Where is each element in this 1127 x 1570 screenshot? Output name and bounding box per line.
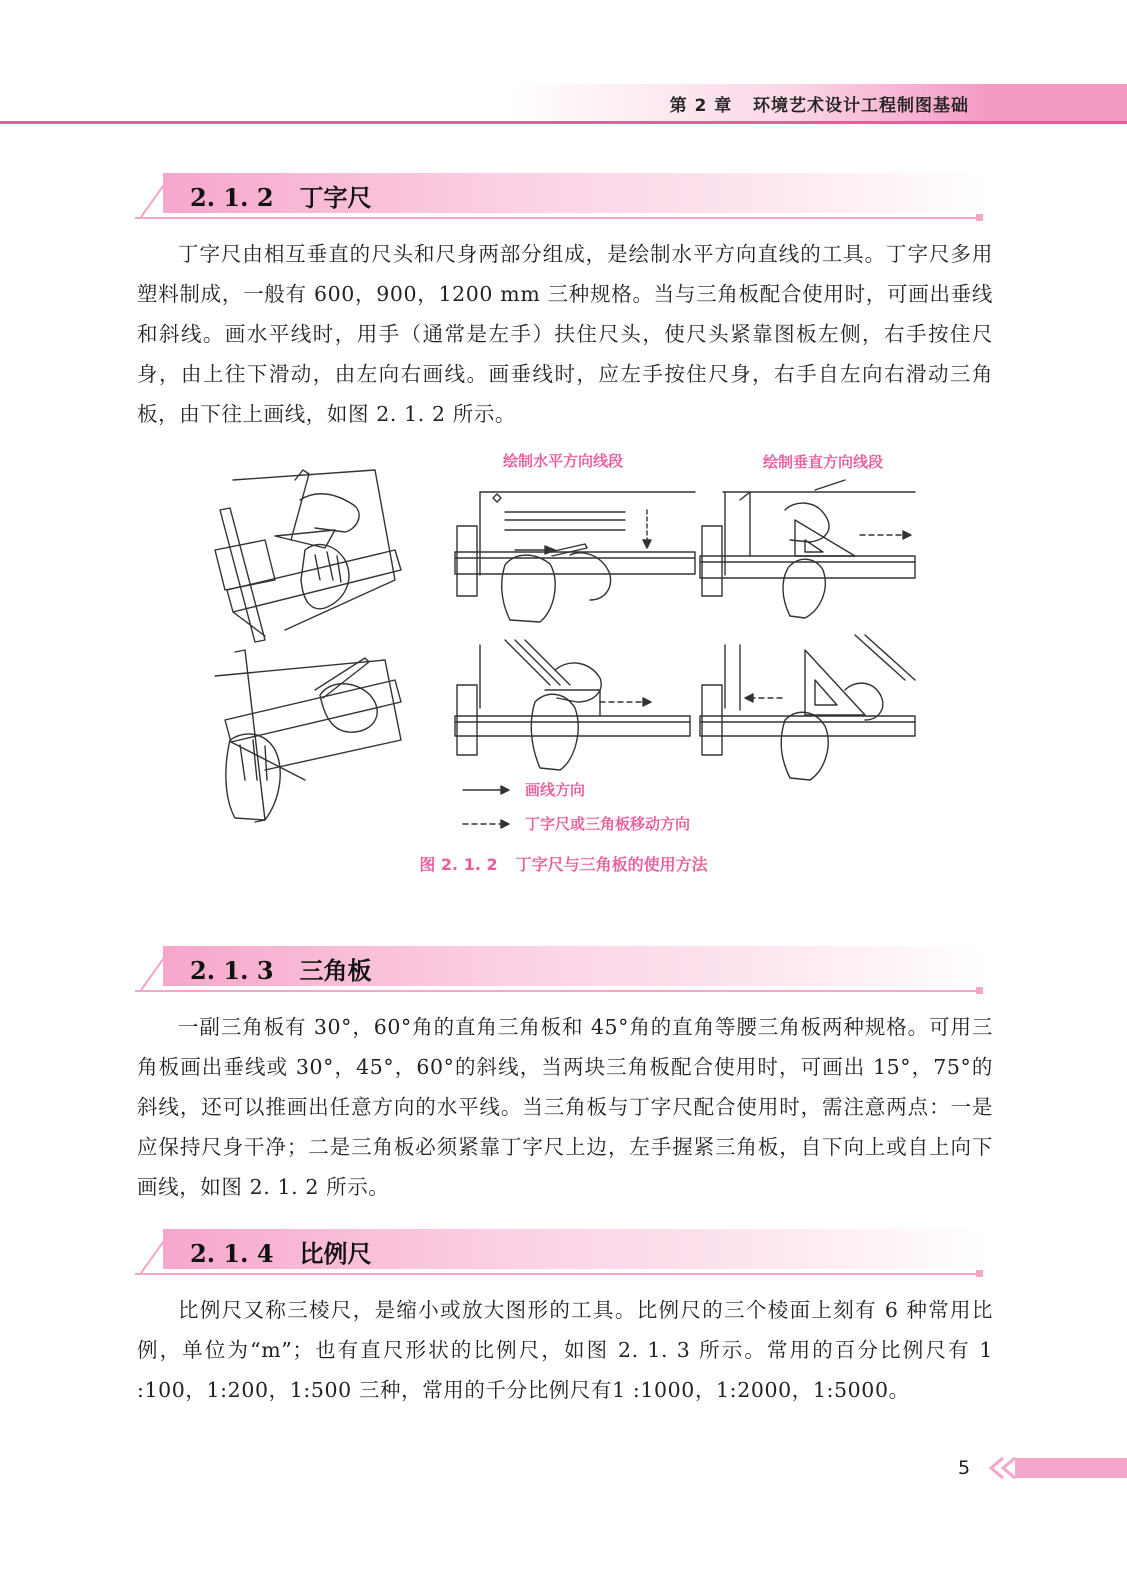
label-horizontal: 绘制水平方向线段 xyxy=(503,452,624,470)
legend-move-direction: 丁字尺或三角板移动方向 xyxy=(525,815,691,833)
legend-lines xyxy=(463,786,509,828)
board-triangle-bottom xyxy=(700,635,915,780)
section-number: 2. 1. 4 xyxy=(190,1239,274,1268)
board-vertical-top xyxy=(700,480,915,618)
section-heading-2-1-4 xyxy=(135,1229,985,1275)
board-diagonal-bottom xyxy=(455,640,690,770)
chapter-title: 环境艺术设计工程制图基础 xyxy=(753,96,969,116)
heading-square-marker xyxy=(976,1270,983,1277)
perspective-drawing-bottom xyxy=(215,650,401,822)
paragraph-tsquare xyxy=(137,234,993,434)
paragraph-scale xyxy=(137,1290,993,1410)
legend-draw-direction: 画线方向 xyxy=(525,781,586,799)
heading-underline xyxy=(135,217,977,219)
paragraph-triangle xyxy=(137,1007,993,1207)
section-title xyxy=(190,951,372,986)
perspective-drawing-top xyxy=(215,470,401,642)
heading-slash-icon xyxy=(135,946,175,992)
section-name: 三角板 xyxy=(299,956,372,985)
section-title xyxy=(190,178,372,213)
figure-caption xyxy=(0,852,1127,875)
section-heading-2-1-2 xyxy=(135,173,985,219)
heading-underline xyxy=(135,1273,977,1275)
section-name: 比例尺 xyxy=(299,1239,372,1268)
caption-text: 丁字尺与三角板的使用方法 xyxy=(515,855,708,874)
section-heading-2-1-3 xyxy=(135,946,985,992)
label-vertical: 绘制垂直方向线段 xyxy=(763,453,884,471)
paragraph-text: 比例尺又称三棱尺，是缩小或放大图形的工具。比例尺的三个棱面上刻有 6 种常用比例，单位为“m”；也有直尺形状的比例尺，如图 2. 1. 3 所示。常用的百分比例尺有 1 :100，1:200，1:500 三种，常用的千分比例尺有1 :1000，1:2000，1:5000。 xyxy=(137,1298,993,1402)
section-title xyxy=(190,1234,372,1269)
section-name: 丁字尺 xyxy=(299,183,372,212)
heading-slash-icon xyxy=(135,173,175,219)
page-chevron-icon xyxy=(985,1456,1127,1480)
caption-number: 图 2. 1. 2 xyxy=(419,855,498,874)
paragraph-text: 一副三角板有 30°，60°角的直角三角板和 45°角的直角等腰三角板两种规格。可用三角板画出垂线或 30°，45°，60°的斜线，当两块三角板配合使用时，可画出 15°，75°的斜线，还可以推画出任意方向的水平线。当三角板与丁字尺配合使用时，需注意两点：一是应保持尺身干净；二是三角板必须紧靠丁字尺上边，左手握紧三角板，自下向上或自上向下画线，如图 2. 1. 2 所示。 xyxy=(137,1015,993,1199)
heading-square-marker xyxy=(976,987,983,994)
section-number: 2. 1. 3 xyxy=(190,956,274,985)
section-number: 2. 1. 2 xyxy=(190,183,274,212)
chapter-number: 第 2 章 xyxy=(669,96,733,116)
heading-square-marker xyxy=(976,214,983,221)
board-horizontal-top xyxy=(455,492,695,622)
figure-tsquare-usage xyxy=(205,440,920,840)
heading-slash-icon xyxy=(135,1229,175,1275)
page-number: 5 xyxy=(958,1457,971,1479)
header-rule xyxy=(0,121,1127,124)
running-header xyxy=(670,91,969,116)
paragraph-text: 丁字尺由相互垂直的尺头和尺身两部分组成，是绘制水平方向直线的工具。丁字尺多用塑料制成，一般有 600，900，1200 mm 三种规格。当与三角板配合使用时，可画出垂线和斜线。画水平线时，用手（通常是左手）扶住尺头，使尺头紧靠图板左侧，右手按住尺身，由上往下滑动，由左向右画线。画垂线时，应左手按住尺身，右手自左向右滑动三角板，由下往上画线，如图 2. 1. 2 所示。 xyxy=(137,242,993,426)
heading-underline xyxy=(135,990,977,992)
